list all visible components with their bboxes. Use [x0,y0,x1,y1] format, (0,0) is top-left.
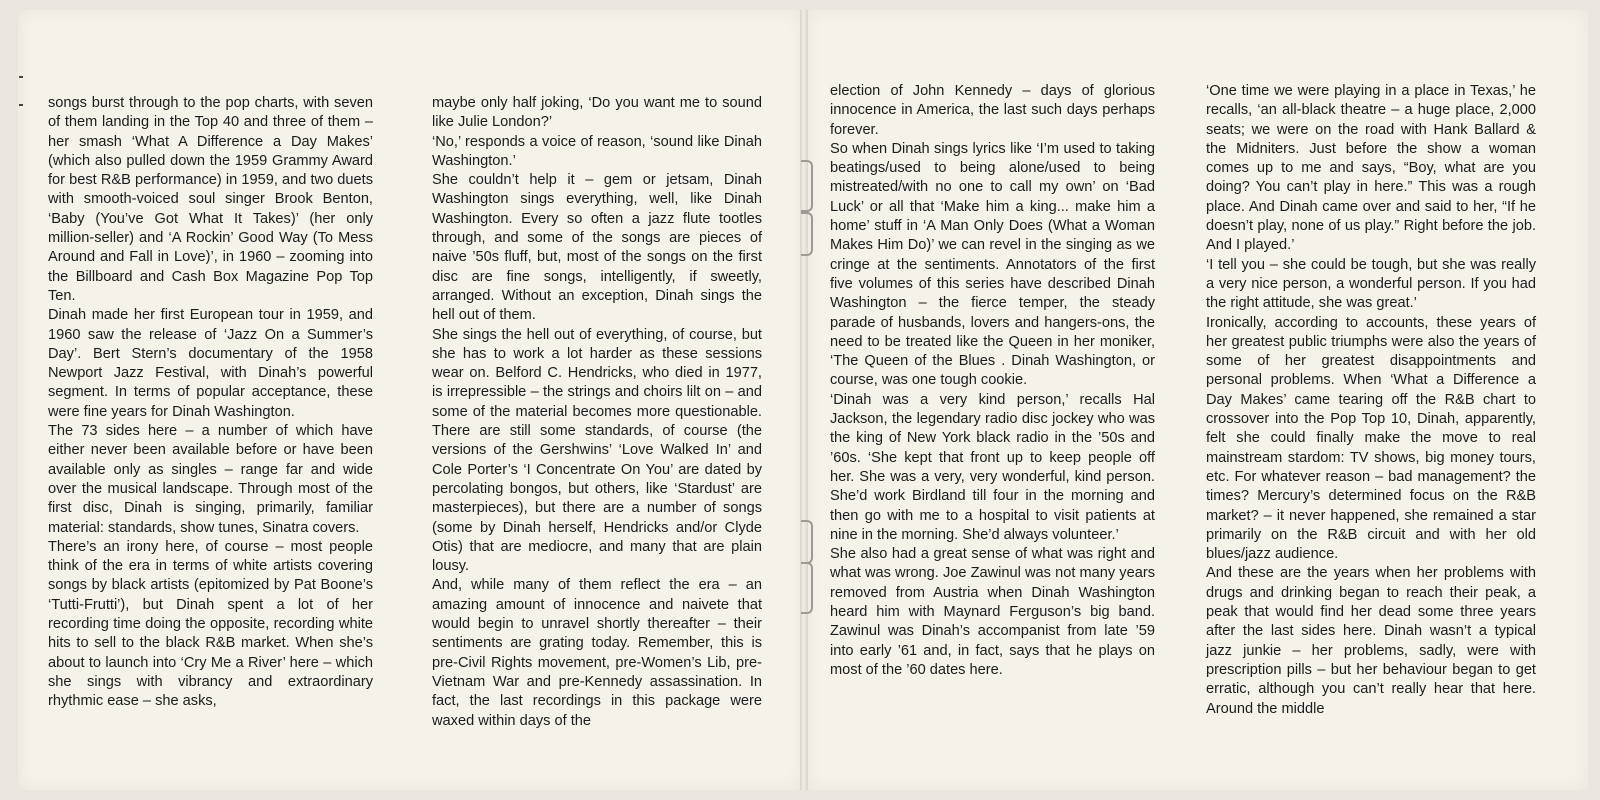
paragraph: There’s an irony here, of course – most people think of the era in terms of white artists covering songs by black artists (epitomized by Pat Boone’s ‘Tutti-Frutti’), but Dinah spent a lot of her recording time doing the opposite, recording white hits to sell to the black R&B market. When she’s about to launch into ‘Cry Me a River’ here – which she sings with vibrancy and extraordinary rhythmic ease – she asks, [48,538,373,710]
paragraph: And, while many of them reflect the era – an amazing amount of innocence and naivete that would begin to unravel shortly thereafter – their sentiments are grating today. Remember, this is pre-Civil Rights movement, pre-Women’s Lib, pre-Vietnam War and pre-Kennedy assassination. In fact, the last recordings in this package were waxed within days of the [432,577,762,729]
paragraph: She sings the hell out of everything, of course, but she has to work a lot harder as these sessions wear on. Belford C. Hendricks, who died in 1977, is irrepressible – the strings and choirs lilt on – and some of the material becomes more questionable. There are still some standards, of course (the versions of the Gershwins’ ‘Love Walked In’ and Cole Porter’s ‘I Concentrate On You’ are dated by percolating bongos, but others, like ‘Stardust’ are masterpieces), but there are a number of songs (some by Dinah herself, Hendricks and/or Clyde Otis) that are mediocre, and many that are plain lousy. [432,326,762,575]
left-page-column-1 [48,94,373,712]
paragraph: ‘One time we were playing in a place in Texas,’ he recalls, ‘an all-black theatre – a huge place, 2,000 seats; we were on the road with Hank Ballard & the Midniters. Just before the show a woman comes up to me and says, “Boy, what are you doing? You can’t play in here.” This was a rough place. And Dinah came over and said to her, “If he doesn’t play, none of us play.” Right before the job. And I played.’ [1206,83,1536,254]
paragraph: election of John Kennedy – days of glorious innocence in America, the last such days perhaps forever. [830,83,1155,138]
paragraph: ‘No,’ responds a voice of reason, ‘sound like Dinah Washington.’ [432,133,762,169]
paragraph: And these are the years when her problems with drugs and drinking began to reach their peak, a peak that would find her dead some three years after the last sides here. Dinah wasn’t a typical jazz junkie – her problems, sadly, were with prescription pills – but her behaviour began to get erratic, although you can’t really hear that here. Around the middle [1206,565,1536,717]
paragraph: songs burst through to the pop charts, with seven of them landing in the Top 40 and three of them – her smash ‘What A Difference a Day Makes’ (which also pulled down the 1959 Grammy Award for best R&B performance) in 1959, and two duets with smooth-voiced soul singer Brook Benton, ‘Baby (You’ve Got What It Takes)’ (her only million-seller) and ‘A Rockin’ Good Way (To Mess Around and Fall in Love)’, in 1960 – zooming into the Billboard and Cash Box Magazine Pop Top Ten. [48,95,373,304]
edge-mark [19,104,23,106]
binding-gutter [800,10,808,790]
paragraph: ‘Dinah was a very kind person,’ recalls Hal Jackson, the legendary radio disc jockey who was the king of New York black radio in the ’50s and ’60s. ‘She kept that front up to keep people off her. She was a very, very wonderful, kind person. She’d work Birdland till four in the morning and then go with me to a hospital to visit patients at nine in the morning. She’d always volunteer.’ [830,391,1155,543]
paragraph: Ironically, according to accounts, these years of her greatest public triumphs were also the years of some of her greatest disappointments and personal problems. When ‘What a Difference a Day Makes’ came tearing off the R&B chart to crossover into the Pop Top 10, Dinah, apparently, felt she could finally make the move to real mainstream stardom: TV shows, big money tours, etc. For whatever reason – bad management? the times? Mercury’s determined focus on the R&B market? – it never happened, she remained a star primarily on the R&B circuit and with her old blues/jazz audience. [1206,314,1536,563]
paragraph: The 73 sides here – a number of which have either never been available before or have been available only as singles – range far and wide over the musical landscape. Through most of the first disc, Dinah is singing, primarily, familiar material: standards, show tunes, Sinatra covers. [48,423,373,536]
paragraph: She also had a great sense of what was right and what was wrong. Joe Zawinul was not many years removed from Austria when Dinah Washington heard him with Maynard Ferguson’s big band. Zawinul was Dinah’s accompanist from late ’59 into early ’61 and, in fact, says that he plays on most of the ’60 dates here. [830,546,1155,678]
paragraph: ‘I tell you – she could be tough, but she was really a very nice person, a wonderful person. If you had the right attitude, she was great.’ [1206,256,1536,312]
left-page-column-2 [432,94,762,731]
paragraph: She couldn’t help it – gem or jetsam, Dinah Washington sings everything, well, like Dinah Washington. Every so often a jazz flute tootles through, and some of the songs are pieces of naive ’50s fluff, but, most of the songs on the first disc are fine songs, intelligently, if sweetly, arranged. Without an exception, Dinah sings the hell out of them. [432,172,762,324]
upper-staple-lower [801,212,813,256]
lower-staple-lower [801,562,813,614]
upper-staple [801,160,813,212]
paragraph: Dinah made her first European tour in 1959, and 1960 saw the release of ‘Jazz On a Summer’s Day’. Bert Stern’s documentary of the 1958 Newport Jazz Festival, with Dinah’s powerful segment. In terms of popular acceptance, these were fine years for Dinah Washington. [48,307,373,420]
right-page-column-2 [1206,82,1536,719]
right-page-column-1 [830,82,1155,680]
edge-mark [19,76,23,78]
paragraph: maybe only half joking, ‘Do you want me to sound like Julie London?’ [432,95,762,131]
lower-staple [801,520,813,564]
paragraph: So when Dinah sings lyrics like ‘I’m used to taking beatings/used to being alone/used to being mistreated/with no one to call my own’ on ‘Bad Luck’ or all that ‘Make him a king... make him a home’ stuff in ‘A Man Only Does (What a Woman Makes Him Do)’ we can revel in the singing as we cringe at the sentiments. Annotators of the first five volumes of this series have described Dinah Washington – the fierce temper, the steady parade of husbands, lovers and hangers-ons, the need to be treated like the Queen in her moniker, ‘The Queen of the Blues . Dinah Washington, or course, was one tough cookie. [830,140,1155,389]
